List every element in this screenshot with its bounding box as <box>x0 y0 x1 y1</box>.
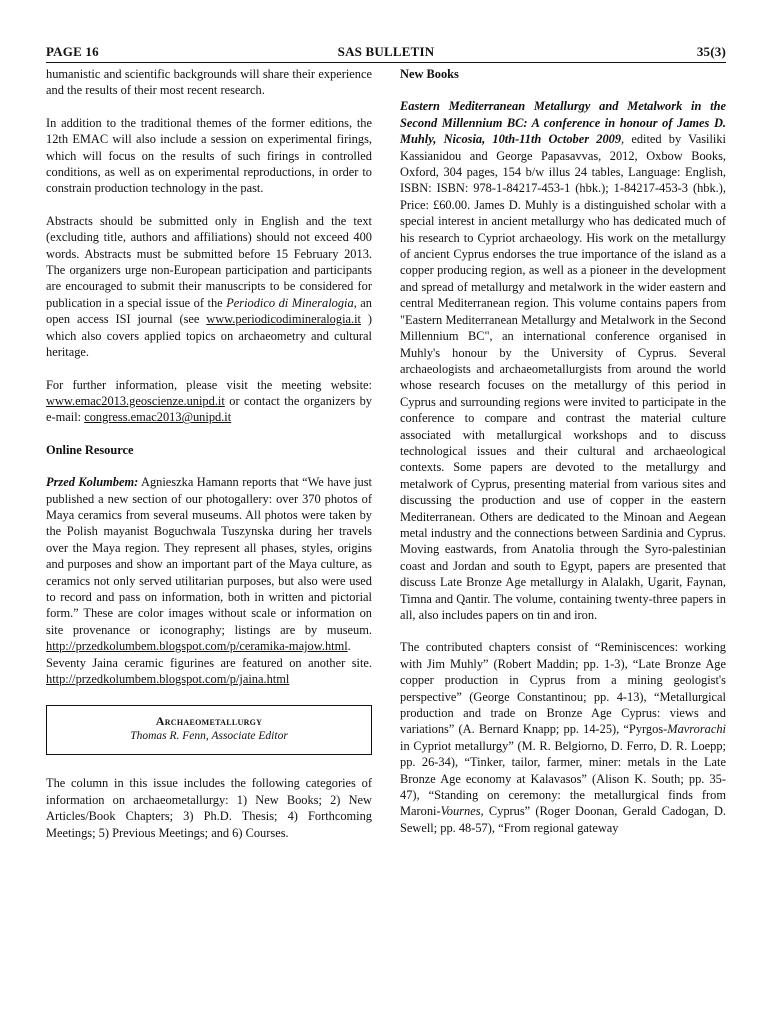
jaina-gallery-link[interactable]: http://przedkolumbem.blogspot.com/p/jaina.html <box>46 672 290 686</box>
paragraph-column-categories: The column in this issue includes the following categories of information on archaeometallurgy: 1) New Books; 2) New Articles/Book Chapters; 3) Ph.D. Thesis; 4) Forthcoming Meetings; 5) Previous Meetings; and 6) Courses. <box>46 776 372 840</box>
journal-link[interactable]: www.periodicodimineralogia.it <box>206 312 361 327</box>
paragraph-przed-kolumbem: Przed Kolumbem: Agnieszka Hamann reports that “We have just published a new section of our photogallery: over 370 photos of Maya ceramics from several museums. All photos were taken by the Polish mayanist Boguchwala Tuszynska during her travels over the Maya region. They represent all phases, styles, origins and purposes and show an important part of the Maya culture, as ceramics not only served utilitarian purposes, but also were used to record and pass on information, both in written and pictorial form.” These are color images without scale or information on site provenance or iconography; listings are by museum. http://przedkolumbem.blogspot.com/p/ceramika-majow.html. Seventy Jaina ceramic figurines are featured on another site. http://przedkolumbem.blogspot.com/p/jaina.html <box>46 475 372 686</box>
paragraph-book-review: Eastern Mediterranean Metallurgy and Metalwork in the Second Millennium BC: A conference in honour of James D. Muhly, Nicosia, 10th-11th October 2009, edited by Vasiliki Kassianidou and George Papasavvas, 2012, Oxbow Books, Oxford, 304 pages, 154 b/w illus 24 tables, Language: English, ISBN: ISBN: 978-1-84217-453-1 (hbk.); 1-84217-453-3 (hbk.), Price: £60.00. James D. Muhly is a distinguished scholar with a special interest in ancient metallurgy who has dedicated much of his research to Cypriot archaeology. His work on the metallurgy of ancient Cyprus endorses the true importance of the island as a copper producing region, as well as a pioneer in the development and spread of metallurgy and metalwork in the wider eastern and central Mediterranean region. This volume contains papers from "Eastern Mediterranean Metallurgy and Metalwork in the Second Millennium BC", an international conference organised in Muhly's honour by the University of Cyprus. Several archaeologists and archaeometallurgists from around the world whose research focuses on the metallurgy of this period in Cyprus and surrounding regions were invited to participate in the conference to compare and contrast the material culture associated with metallurgical workshops and to discuss technological issues and their cultural and archaeological contexts. Some papers are devoted to the metallurgy and metalwork of Cyprus, presenting material from various sites and discussing the production and use of copper in the eastern Mediterranean. Others are dedicated to the Minoan and Aegean metal industry and the connections between Sardinia and Cyprus. Moving eastwards, from Anatolia through the Syro-palestinian coast and Jordan and south to Egypt, papers are presented that discuss Late Bronze Age metallurgy in Alalakh, Ugarit, Faynan, Timna and Qantir. The volume, containing twenty-three papers in all, also includes papers on tin and iron. <box>400 99 727 622</box>
section-title: Archaeometallurgy <box>155 714 263 729</box>
meeting-website-link[interactable]: www.emac2013.geoscienze.unipd.it <box>46 393 225 408</box>
right-column <box>400 66 726 852</box>
paragraph-contact: For further information, please visit the meeting website: www.emac2013.geoscienze.unipd.it or contact the organizers by e-mail: congress.emac2013@unipd.it <box>46 377 372 425</box>
journal-name: Periodico di Mineralogia <box>226 295 354 310</box>
issue-number: 35(3) <box>696 44 726 59</box>
header-rule <box>46 62 726 63</box>
paragraph-chapters: The contributed chapters consist of “Reminiscences: working with Jim Muhly” (Robert Maddin; pp. 1-3), “Late Bronze Age copper production in Cyprus from a mining geologist's perspective” (George Constantinou; pp. 4-13), “Metallurgical production and trade on Bronze Age Cyprus: views and variations” (A. Bernard Knapp; pp. 14-25), “Pyrgos-Mavrorachi in Cypriot metallurgy” (M. R. Belgiorno, D. Ferro, D. R. Loepp; pp. 26-34), “Tinker, tailor, farmer, miner: metals in the Late Bronze Age economy at Kalavasos” (Alison K. South; pp. 35-47), “Standing on ceremony: the metallurgical finds from Maroni-Vournes, Cyprus” (Roger Doonan, Gerald Cadogan, D. Sewell; pp. 48-57), “From regional gateway <box>400 640 726 835</box>
new-books-heading: New Books <box>400 67 459 81</box>
organizers-email-link[interactable]: congress.emac2013@unipd.it <box>84 410 232 425</box>
associate-editor: Thomas R. Fenn, Associate Editor <box>130 730 288 743</box>
paragraph-research: humanistic and scientific backgrounds will share their experience and the results of their most recent research. <box>46 67 372 98</box>
left-column <box>46 66 372 857</box>
ceramics-gallery-link[interactable]: http://przedkolumbem.blogspot.com/p/ceramika-majow.html <box>46 639 348 654</box>
online-resource-heading: Online Resource <box>46 442 134 457</box>
book-title: Eastern Mediterranean Metallurgy and Metalwork in the Second Millennium BC: A conference in honour of James D. Muhly, Nicosia, 10th-11th October 2009 <box>400 99 726 147</box>
publication-title: SAS BULLETIN <box>337 44 435 59</box>
resource-name: Przed Kolumbem: <box>46 475 139 490</box>
page-header <box>46 44 726 64</box>
paragraph-themes: In addition to the traditional themes of the former editions, the 12th EMAC will also include a session on experimental firings, which will focus on the results of such firings in controlled conditions, as well as on experimental reproductions, in order to constrain production technology in the past. <box>46 115 372 196</box>
page-number: PAGE 16 <box>46 44 99 59</box>
paragraph-abstracts: Abstracts should be submitted only in English and the text (excluding title, authors and affiliations) should not exceed 400 words. Abstracts must be submitted before 15 February 2013. The organizers urge non-European participation and participants are encouraged to submit their manuscripts to be considered for publication in a special issue of the Periodico di Mineralogia, an open access ISI journal (see www.periodicodimineralogia.it ) which also covers applied topics on archaeometry and cultural heritage. <box>46 213 373 360</box>
section-title-box <box>46 705 372 755</box>
